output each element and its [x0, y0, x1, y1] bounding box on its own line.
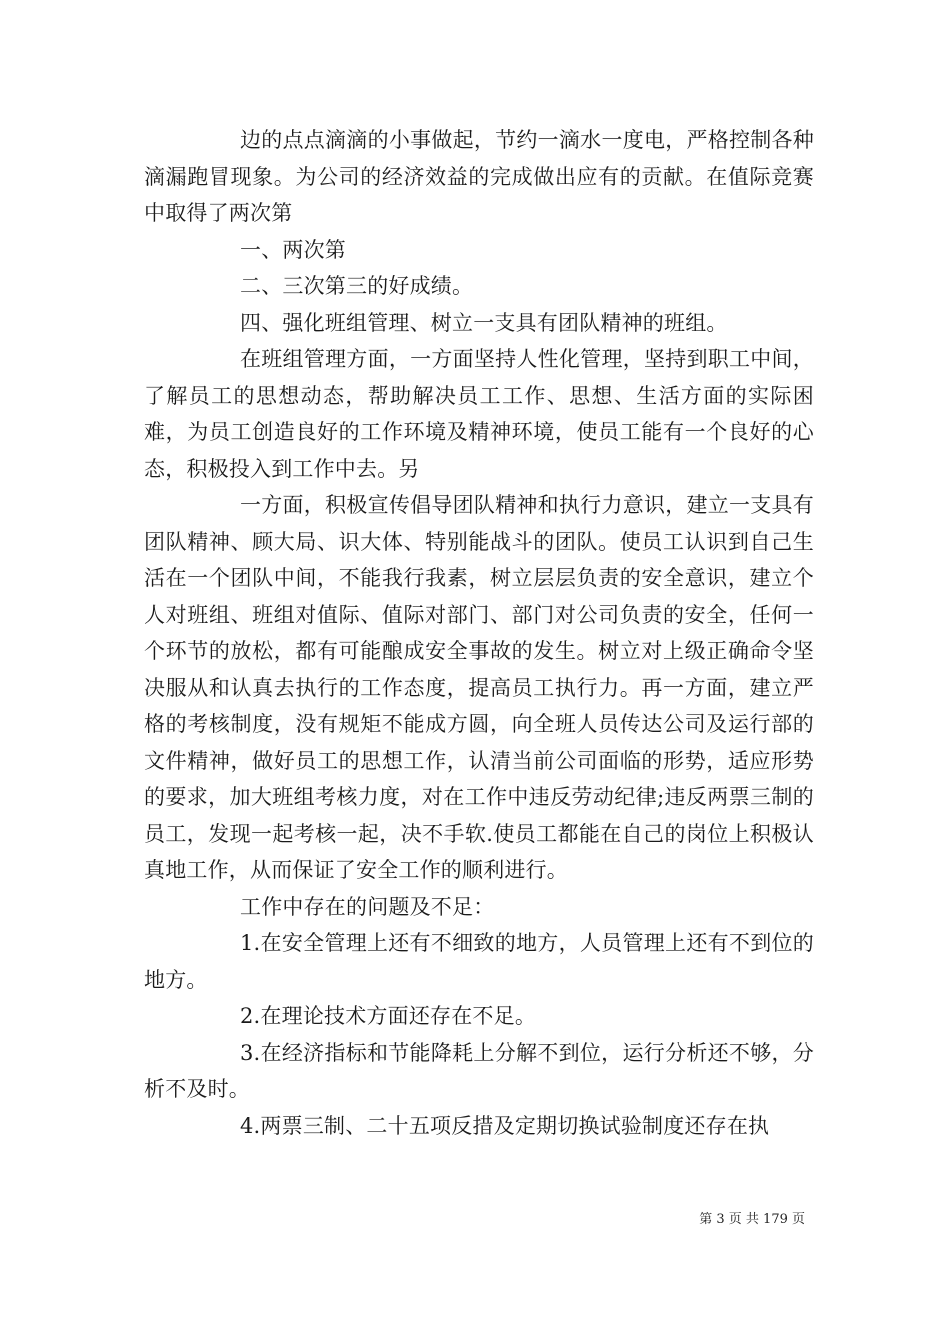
paragraph-3: 二、三次第三的好成绩。	[240, 274, 474, 298]
paragraph-10: 3.在经济指标和节能降耗上分解不到位，运行分析还不够，分析不及时。	[144, 1040, 814, 1101]
paragraph-9: 2.在理论技术方面还存在不足。	[240, 1004, 537, 1028]
document-body	[144, 122, 814, 1144]
paragraph-5: 在班组管理方面，一方面坚持人性化管理，坚持到职工中间，了解员工的思想动态，帮助解决员工工作、思想、生活方面的实际困难，为员工创造良好的工作环境及精神环境，使员工能有一个良好的心态，积极投入到工作中去。另	[144, 347, 814, 481]
paragraph-11: 4.两票三制、二十五项反措及定期切换试验制度还存在执	[240, 1113, 770, 1138]
paragraph-2: 一、两次第	[240, 237, 346, 262]
paragraph-1: 边的点点滴滴的小事做起，节约一滴水一度电，严格控制各种滴漏跑冒现象。为公司的经济效益的完成做出应有的贡献。在值际竞赛中取得了两次第	[144, 128, 814, 225]
paragraph-8: 1.在安全管理上还有不细致的地方，人员管理上还有不到位的地方。	[144, 931, 814, 992]
page-number-footer: 第 3 页 共 179 页	[699, 1212, 805, 1227]
paragraph-7: 工作中存在的问题及不足：	[240, 894, 495, 919]
paragraph-4: 四、强化班组管理、树立一支具有团队精神的班组。	[240, 310, 728, 335]
paragraph-6: 一方面，积极宣传倡导团队精神和执行力意识，建立一支具有团队精神、顾大局、识大体、特别能战斗的团队。使员工认识到自己生活在一个团队中间，不能我行我素，树立层层负责的安全意识，建立个人对班组、班组对值际、值际对部门、部门对公司负责的安全，任何一个环节的放松，都有可能酿成安全事故的发生。树立对上级正确命令坚决服从和认真去执行的工作态度，提高员工执行力。再一方面，建立严格的考核制度，没有规矩不能成方圆，向全班人员传达公司及运行部的文件精神，做好员工的思想工作，认清当前公司面临的形势，适应形势的要求，加大班组考核力度，对在工作中违反劳动纪律;违反两票三制的员工，发现一起考核一起，决不手软.使员工都能在自己的岗位上积极认真地工作，从而保证了安全工作的顺利进行。	[144, 493, 814, 882]
